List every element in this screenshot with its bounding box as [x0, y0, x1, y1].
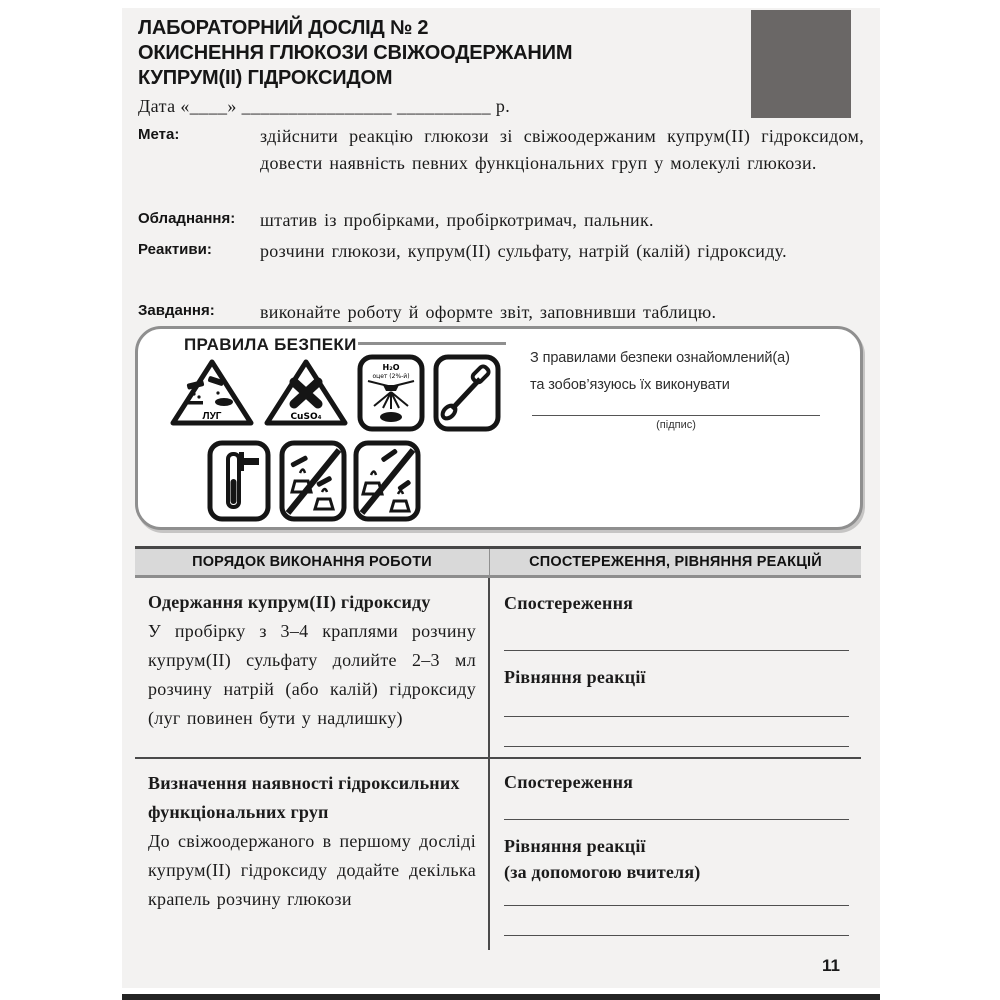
- rinse-icon-label-top: H₂O: [382, 363, 400, 372]
- meta-text-reagents: розчини глюкози, купрум(ІІ) сульфату, натрій (калій) гідроксиду.: [260, 241, 787, 261]
- meta-label-task: Завдання:: [138, 302, 215, 319]
- signature-caption: (підпис): [656, 419, 696, 431]
- table-header-row: [135, 546, 861, 578]
- safety-ack-line-1: З правилами безпеки ознайомлений(а): [530, 350, 790, 366]
- procedure-cell: [135, 759, 490, 950]
- table-row: [135, 578, 861, 757]
- corrosive-icon-label: ЛУГ: [202, 411, 222, 422]
- title-line-3: КУПРУМ(ІІ) ГІДРОКСИДОМ: [138, 67, 393, 89]
- safety-rules-box: [135, 326, 863, 530]
- signature-line: [532, 415, 820, 416]
- write-in-line: [504, 935, 849, 936]
- title-line-2: ОКИСНЕННЯ ГЛЮКОЗИ СВІЖООДЕРЖАНИМ: [138, 42, 573, 64]
- meta-text-goal: здійснити реакцію глюкози зі свіжоодержаним купрум(ІІ) гідроксидом, довести наявність певних функціональних груп у молекулі глюкози.: [260, 126, 864, 173]
- date-line: Дата «____» ________________ __________ р.: [138, 96, 511, 116]
- write-in-line: [504, 746, 849, 747]
- no-open-flame-icon-2: [352, 439, 422, 523]
- no-open-flame-icon-1: [278, 439, 348, 523]
- procedure-title: Одержання купрум(ІІ) гідроксиду: [148, 592, 431, 612]
- title-line-1: ЛАБОРАТОРНИЙ ДОСЛІД № 2: [138, 17, 429, 39]
- observation-cell: [490, 578, 861, 757]
- table-header-observations: СПОСТЕРЕЖЕННЯ, РІВНЯННЯ РЕАКЦІЙ: [529, 554, 822, 570]
- write-in-line: [504, 905, 849, 906]
- cuso4-icon-label: CuSO₄: [290, 412, 322, 422]
- test-tube-holder-icon: [206, 439, 272, 523]
- report-table: [135, 546, 861, 950]
- meta-label-goal: Мета:: [138, 126, 180, 143]
- spatula-icon: [432, 353, 502, 433]
- cuso4-warning-icon: [262, 357, 350, 429]
- observation-cell: [490, 759, 861, 950]
- write-in-line: [504, 650, 849, 651]
- procedure-cell: [135, 578, 490, 757]
- page-number: 11: [822, 956, 840, 975]
- write-in-line: [504, 819, 849, 820]
- meta-text-equipment: штатив із пробірками, пробіркотримач, пальник.: [260, 210, 654, 230]
- equation-label: Рівняння реакції: [504, 667, 646, 687]
- equation-label: Рівняння реакції: [504, 836, 646, 856]
- procedure-text: У пробірку з 3–4 краплями розчину купрум(ІІ) сульфату долийте 2–3 мл розчину натрій (або калій) гідроксиду (луг повинен бути у надлишку): [148, 621, 476, 728]
- procedure-title: Визначення наявності гідроксильних функціональних груп: [148, 773, 460, 822]
- observation-label: Спостереження: [504, 593, 634, 613]
- observation-label: Спостереження: [504, 772, 634, 792]
- corrosive-warning-icon: [168, 357, 256, 429]
- safety-acknowledgement: [530, 345, 790, 399]
- safety-title-rule-line: [358, 342, 506, 345]
- corner-color-swatch: [751, 10, 851, 118]
- equation-note: (за допомогою вчителя): [504, 862, 701, 882]
- table-row: [135, 757, 861, 950]
- page-title: [138, 16, 572, 91]
- worksheet-page: [122, 8, 880, 988]
- rinse-icon-label-bottom: оцет (2%-й): [372, 373, 410, 380]
- meta-label-equipment: Обладнання:: [138, 210, 236, 227]
- rinse-first-aid-icon: [356, 353, 426, 433]
- bottom-edge-strip: [122, 994, 880, 1000]
- write-in-line: [504, 716, 849, 717]
- meta-text-task: виконайте роботу й оформте звіт, заповнивши таблицю.: [260, 302, 717, 322]
- table-header-procedure: ПОРЯДОК ВИКОНАННЯ РОБОТИ: [135, 549, 490, 575]
- procedure-text: До свіжоодержаного в першому досліді купрум(ІІ) гідроксиду додайте декілька крапель розчину глюкози: [148, 831, 476, 909]
- meta-label-reagents: Реактиви:: [138, 241, 212, 258]
- safety-ack-line-2: та зобов’язуюсь їх виконувати: [530, 377, 730, 393]
- safety-rules-title: ПРАВИЛА БЕЗПЕКИ: [184, 335, 357, 354]
